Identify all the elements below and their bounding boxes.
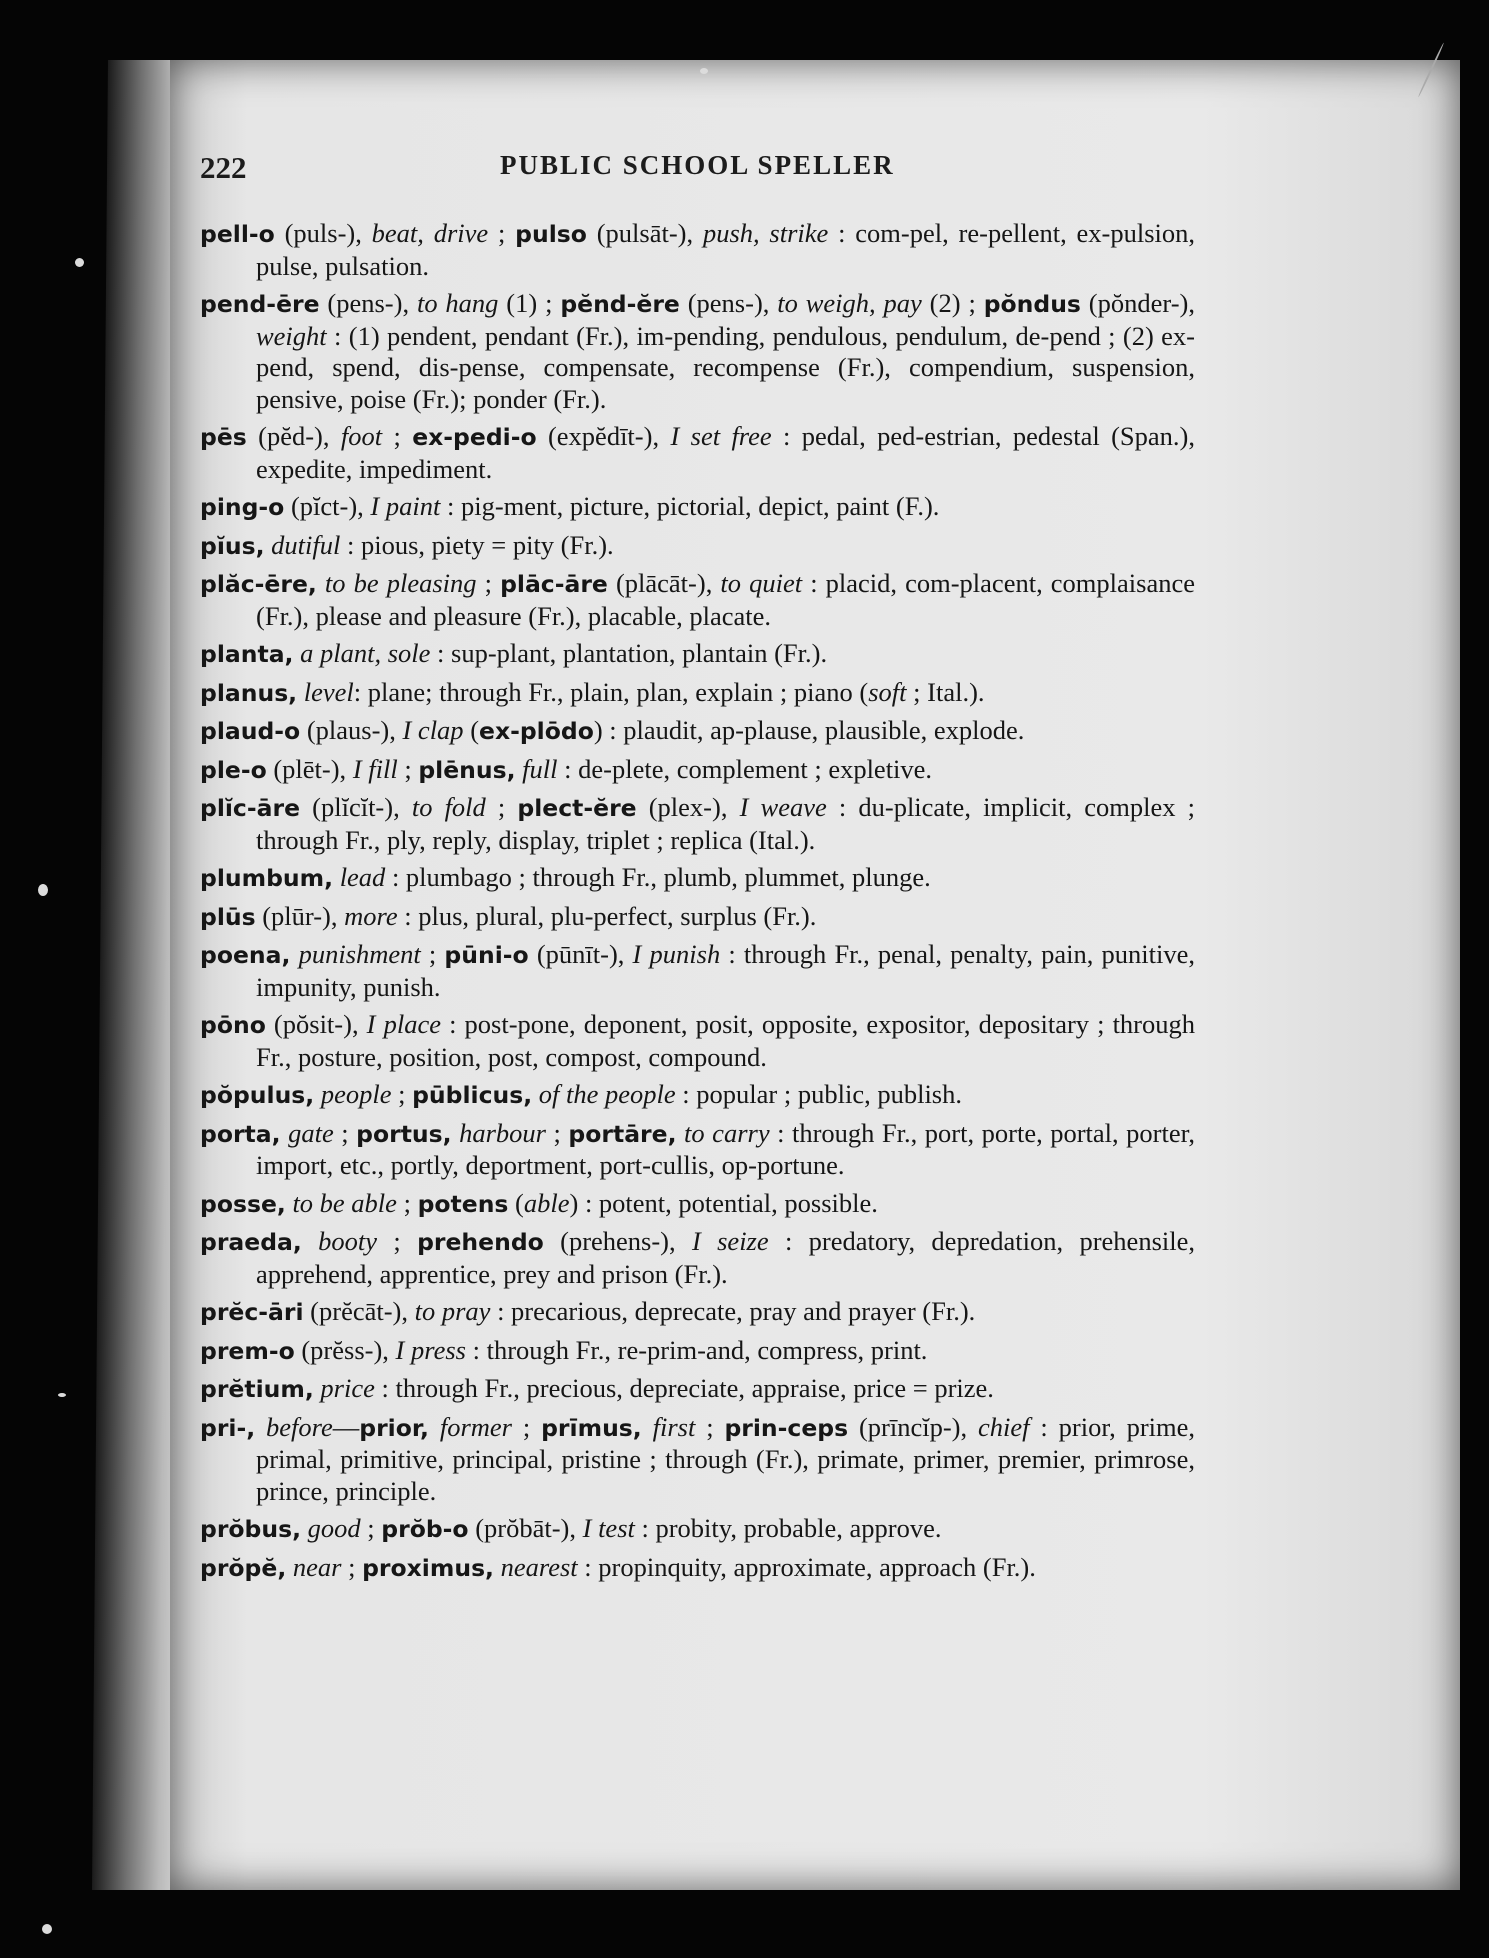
derivatives-text: (plaus-),: [300, 715, 403, 745]
english-gloss: good: [307, 1513, 361, 1543]
derivatives-text: (: [463, 715, 480, 745]
derivatives-text: (plūr-),: [255, 900, 345, 931]
latin-headword: ex-plōdo: [479, 717, 594, 745]
latin-headword: portāre,: [568, 1119, 677, 1148]
derivatives-text: ;: [420, 939, 445, 969]
latin-headword: ping-o: [200, 493, 285, 521]
latin-headword: prehendo: [417, 1228, 544, 1256]
dictionary-entry: [200, 1335, 1195, 1368]
english-gloss: to fold: [411, 792, 486, 822]
dictionary-entry: [200, 1009, 1195, 1073]
dictionary-entry: [200, 792, 1195, 856]
latin-headword: potens: [417, 1189, 509, 1218]
derivatives-text: ;: [341, 1551, 363, 1582]
english-gloss: of the people: [538, 1079, 676, 1109]
latin-headword: pūblicus,: [412, 1081, 533, 1109]
scan-speck: [75, 258, 84, 267]
derivatives-text: ) : plaudit, ap-plause, plausible, explode.: [593, 715, 1025, 745]
derivatives-text: (plex-),: [636, 792, 740, 822]
latin-headword: prĕc-āri: [200, 1298, 304, 1326]
dictionary-entry: [200, 530, 1195, 563]
derivatives-text: (puls-),: [274, 218, 372, 248]
derivatives-text: : through Fr., penal, penalty, pain, punitive, impunity, punish.: [256, 939, 1196, 1002]
latin-headword: pŏndus: [983, 290, 1081, 318]
derivatives-text: [494, 1552, 501, 1582]
scan-scratch: [1417, 42, 1444, 97]
dictionary-entry: [200, 1118, 1195, 1182]
derivatives-text: : prior, prime, primal, primitive, principal, pristine ; through (Fr.), primate, primer, premier, primrose, prince, principle.: [256, 1411, 1196, 1506]
english-gloss: near: [292, 1551, 342, 1582]
derivatives-text: : pious, piety = pity (Fr.).: [340, 529, 614, 560]
english-gloss: to carry: [684, 1117, 770, 1148]
scan-speck: [700, 68, 708, 74]
derivatives-text: [642, 1412, 653, 1442]
derivatives-text: : through Fr., port, porte, portal, porter, import, etc., portly, deportment, port-cullis, op-portune.: [256, 1117, 1196, 1180]
scan-speck: [42, 1924, 52, 1934]
dictionary-entry: [200, 677, 1195, 710]
derivatives-text: : plane; through Fr., plain, plan, explain ; piano (: [353, 676, 869, 707]
derivatives-text: (prehens-),: [543, 1226, 692, 1256]
english-gloss: soft: [868, 676, 907, 707]
derivatives-text: : popular ; public, publish.: [675, 1079, 962, 1109]
latin-headword: planus,: [200, 678, 298, 707]
english-gloss: to quiet: [720, 568, 803, 598]
english-gloss: more: [344, 900, 398, 931]
latin-headword: plĭc-āre: [200, 794, 301, 822]
derivatives-text: (prĕcāt-),: [303, 1296, 415, 1326]
english-gloss: punishment: [298, 939, 421, 969]
english-gloss: push, strike: [702, 218, 829, 248]
english-gloss: price: [320, 1373, 375, 1403]
dictionary-entry: [200, 638, 1195, 671]
derivatives-text: : plumbago ; through Fr., plumb, plummet, plunge.: [385, 862, 931, 892]
latin-headword: plaud-o: [200, 717, 301, 745]
english-gloss: I press: [395, 1334, 466, 1365]
english-gloss: to weigh, pay: [777, 288, 922, 318]
derivatives-text: [452, 1118, 460, 1148]
derivatives-text: (pĭct-),: [284, 491, 371, 521]
derivatives-text: [677, 1118, 685, 1148]
derivatives-text: —: [332, 1411, 360, 1442]
derivatives-text: (plēt-),: [266, 753, 353, 784]
latin-headword: plūs: [200, 902, 256, 931]
dictionary-entry: [200, 1296, 1195, 1329]
latin-headword: pōno: [200, 1011, 266, 1039]
derivatives-text: (pŏsit-),: [265, 1009, 367, 1039]
dictionary-entry: [200, 421, 1195, 485]
derivatives-text: (2) ;: [921, 288, 984, 318]
english-gloss: I fill: [352, 753, 398, 784]
derivatives-text: [317, 568, 325, 598]
english-gloss: harbour: [459, 1117, 546, 1148]
latin-headword: portus,: [356, 1119, 452, 1148]
latin-headword: pĭus,: [200, 531, 265, 560]
derivatives-text: [255, 1412, 266, 1442]
english-gloss: I weave: [739, 792, 827, 822]
derivatives-text: ;: [377, 1226, 418, 1256]
latin-headword: prŏbus,: [200, 1515, 302, 1543]
latin-headword: proximus,: [362, 1553, 494, 1582]
english-gloss: booty: [318, 1226, 378, 1256]
dictionary-entry: [200, 754, 1195, 787]
latin-headword: plēnus,: [418, 755, 516, 784]
derivatives-text: ;: [333, 1117, 357, 1148]
english-gloss: to be pleasing: [324, 568, 477, 598]
derivatives-text: : precarious, deprecate, pray and prayer (Fr.).: [490, 1296, 976, 1326]
english-gloss: before: [266, 1411, 333, 1442]
derivatives-text: ;: [695, 1411, 725, 1442]
derivatives-text: (pĕd-),: [246, 421, 341, 451]
derivatives-text: : through Fr., precious, depreciate, appraise, price = prize.: [374, 1373, 994, 1403]
latin-headword: prior,: [359, 1413, 429, 1442]
derivatives-text: ;: [360, 1513, 382, 1543]
derivatives-text: ;: [546, 1117, 569, 1148]
latin-headword: pĕnd-ĕre: [560, 290, 680, 318]
derivatives-text: [297, 677, 304, 707]
english-gloss: to hang: [416, 288, 499, 318]
derivatives-text: (plĭcĭt-),: [300, 792, 412, 822]
dictionary-entry: [200, 1188, 1195, 1221]
derivatives-text: : through Fr., re-prim-and, compress, print.: [465, 1334, 928, 1365]
derivatives-text: : probity, probable, approve.: [634, 1513, 942, 1543]
english-gloss: a plant, sole: [300, 638, 431, 668]
derivatives-text: : du-plicate, implicit, complex ; through Fr., ply, reply, display, triplet ; replica (Ital.).: [256, 792, 1195, 855]
latin-headword: pell-o: [200, 220, 275, 248]
derivatives-text: [281, 1118, 289, 1148]
english-gloss: former: [439, 1411, 512, 1442]
derivatives-text: : placid, com-placent, complaisance (Fr.), please and pleasure (Fr.), placable, placate.: [256, 568, 1195, 631]
running-title: PUBLIC SCHOOL SPELLER: [500, 150, 895, 180]
dictionary-entry: [200, 218, 1195, 282]
derivatives-text: (pulsāt-),: [586, 218, 703, 248]
derivatives-text: [429, 1412, 440, 1442]
derivatives-text: (pūnīt-),: [528, 939, 633, 969]
latin-headword: pulso: [515, 220, 587, 248]
dictionary-entry: [200, 862, 1195, 895]
derivatives-text: (pens-),: [319, 288, 417, 318]
derivatives-text: (: [508, 1187, 524, 1218]
dictionary-entry: [200, 1552, 1195, 1585]
english-gloss: full: [522, 753, 558, 784]
dictionary-entry: [200, 288, 1195, 415]
derivatives-text: [532, 1079, 539, 1109]
latin-headword: praeda,: [200, 1228, 302, 1256]
derivatives-text: : sup-plant, plantation, plantain (Fr.).: [430, 638, 828, 668]
latin-headword: plumbum,: [200, 864, 334, 892]
derivatives-text: (plācāt-),: [607, 568, 721, 598]
dictionary-entry: [200, 901, 1195, 934]
etymology-entry-list: [200, 218, 1195, 1590]
derivatives-text: [290, 939, 298, 969]
english-gloss: beat, drive: [371, 218, 489, 248]
latin-headword: poena,: [200, 941, 291, 969]
latin-headword: plăc-ēre,: [200, 570, 317, 598]
english-gloss: able: [523, 1187, 570, 1218]
page-header: [200, 150, 1100, 190]
latin-headword: pūni-o: [444, 941, 529, 969]
derivatives-text: : de-plete, complement ; expletive.: [557, 753, 933, 784]
dictionary-entry: [200, 568, 1195, 632]
latin-headword: plāc-āre: [500, 570, 608, 598]
english-gloss: lead: [339, 862, 386, 892]
latin-headword: pri-,: [200, 1413, 256, 1442]
english-gloss: nearest: [500, 1551, 578, 1582]
english-gloss: foot: [340, 421, 383, 451]
derivatives-text: : predatory, depredation, prehensile, apprehend, apprentice, prey and prison (Fr.).: [256, 1226, 1195, 1289]
derivatives-text: ;: [396, 1187, 418, 1218]
derivatives-text: : propinquity, approximate, approach (Fr.).: [577, 1551, 1036, 1582]
english-gloss: I place: [366, 1009, 441, 1039]
derivatives-text: [301, 1513, 308, 1543]
derivatives-text: (expĕdīt-),: [536, 421, 671, 451]
english-gloss: to be able: [292, 1187, 397, 1218]
english-gloss: dutiful: [271, 529, 341, 560]
latin-headword: prŏb-o: [381, 1515, 469, 1543]
latin-headword: posse,: [200, 1189, 286, 1218]
latin-headword: pend-ēre: [200, 290, 320, 318]
dictionary-entry: [200, 1412, 1195, 1508]
derivatives-text: ;: [488, 218, 516, 248]
latin-headword: planta,: [200, 640, 294, 668]
latin-headword: pŏpulus,: [200, 1081, 315, 1109]
latin-headword: prĕtium,: [200, 1375, 314, 1403]
dictionary-entry: [200, 1226, 1195, 1290]
english-gloss: gate: [288, 1117, 334, 1148]
derivatives-text: ;: [382, 421, 413, 451]
latin-headword: ple-o: [200, 755, 267, 784]
latin-headword: ex-pedi-o: [412, 423, 537, 451]
english-gloss: I set free: [670, 421, 772, 451]
dictionary-entry: [200, 939, 1195, 1003]
latin-headword: prīmus,: [541, 1413, 642, 1442]
derivatives-text: [286, 1552, 293, 1582]
derivatives-text: ; Ital.).: [906, 676, 985, 707]
scan-speck: [58, 1393, 66, 1397]
derivatives-text: ;: [511, 1411, 542, 1442]
english-gloss: level: [303, 676, 354, 707]
derivatives-text: ) : potent, potential, possible.: [569, 1187, 878, 1218]
dictionary-entry: [200, 715, 1195, 748]
derivatives-text: : com-pel, re-pellent, ex-pulsion, pulse, pulsation.: [256, 218, 1195, 281]
derivatives-text: ;: [397, 753, 419, 784]
dictionary-entry: [200, 1513, 1195, 1546]
derivatives-text: [314, 1079, 321, 1109]
derivatives-text: [302, 1226, 318, 1256]
english-gloss: first: [652, 1411, 696, 1442]
english-gloss: I clap: [402, 715, 464, 745]
derivatives-text: ;: [391, 1079, 413, 1109]
english-gloss: people: [320, 1079, 392, 1109]
dictionary-entry: [200, 1373, 1195, 1406]
derivatives-text: ;: [485, 792, 518, 822]
latin-headword: plect-ĕre: [517, 794, 637, 822]
latin-headword: prŏpĕ,: [200, 1553, 287, 1582]
dictionary-entry: [200, 1079, 1195, 1112]
latin-headword: prin-ceps: [724, 1413, 849, 1442]
derivatives-text: : (1) pendent, pendant (Fr.), im-pending, pendulous, pendulum, de-pend ; (2) ex-pend, spend, dis-pense, compensate, recompense (Fr.), compendium, suspension, pensive, poise (Fr.); ponder (Fr.).: [256, 320, 1195, 414]
english-gloss: I paint: [370, 491, 441, 521]
dictionary-entry: [200, 491, 1195, 524]
derivatives-text: (prĕss-),: [294, 1334, 396, 1365]
derivatives-text: (1) ;: [498, 288, 561, 318]
latin-headword: pēs: [200, 423, 247, 451]
derivatives-text: [333, 862, 340, 892]
english-gloss: chief: [978, 1411, 1030, 1442]
derivatives-text: ;: [476, 568, 501, 598]
derivatives-text: : post-pone, deponent, posit, opposite, expositor, depositary ; through Fr., posture, position, post, compost, compound.: [256, 1009, 1196, 1072]
derivatives-text: : pedal, ped-estrian, pedestal (Span.), expedite, impediment.: [256, 421, 1195, 484]
scan-speck: [38, 884, 48, 896]
latin-headword: prem-o: [200, 1336, 295, 1365]
english-gloss: to pray: [414, 1296, 491, 1326]
derivatives-text: (pens-),: [679, 288, 778, 318]
english-gloss: I seize: [691, 1226, 769, 1256]
derivatives-text: (prŏbāt-),: [468, 1513, 583, 1543]
derivatives-text: (pŏnder-),: [1080, 288, 1195, 318]
english-gloss: weight: [256, 320, 327, 351]
derivatives-text: (prīncĭp-),: [848, 1411, 979, 1442]
latin-headword: porta,: [200, 1119, 281, 1148]
page-number: 222: [200, 150, 247, 185]
english-gloss: I test: [582, 1513, 635, 1543]
derivatives-text: : pig-ment, picture, pictorial, depict, paint (F.).: [440, 491, 940, 521]
english-gloss: I punish: [632, 939, 721, 969]
derivatives-text: : plus, plural, plu-perfect, surplus (Fr.).: [397, 900, 817, 931]
